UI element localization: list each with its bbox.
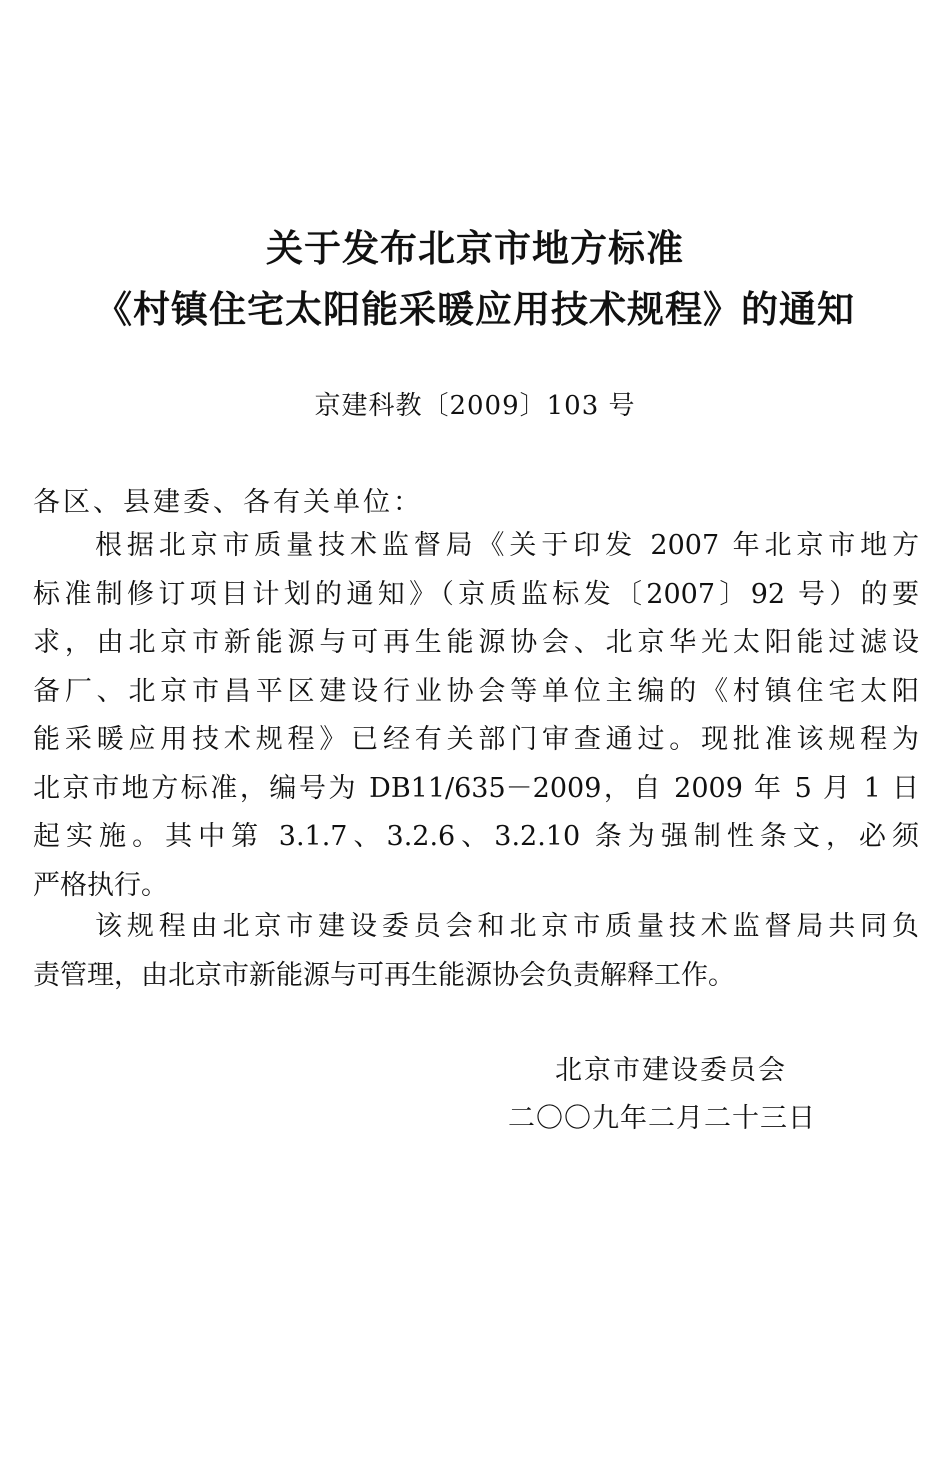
- paragraph-approval: [33, 522, 919, 910]
- document-number: 京建科教〔2009〕103 号: [314, 391, 636, 421]
- paragraph-line: 责管理，由北京市新能源与可再生能源协会负责解释工作。: [33, 959, 735, 991]
- paragraph-line: 备厂、北京市昌平区建设行业协会等单位主编的《村镇住宅太阳: [33, 675, 919, 707]
- salutation: 各区、县建委、各有关单位：: [33, 487, 423, 518]
- paragraph-line: 北京市地方标准，编号为 DB11/635－2009，自 2009 年 5 月 1 日: [33, 772, 919, 804]
- paragraph-line: 起实施。其中第 3.1.7、3.2.6、3.2.10 条为强制性条文，必须: [33, 821, 919, 852]
- issue-date: 二〇〇九年二月二十三日: [508, 1103, 816, 1134]
- paragraph-line: 根据北京市质量技术监督局《关于印发 2007 年北京市地方: [95, 530, 919, 561]
- paragraph-line: 该规程由北京市建设委员会和北京市质量技术监督局共同负: [95, 911, 919, 942]
- paragraph-line: 求，由北京市新能源与可再生能源协会、北京华光太阳能过滤设: [33, 627, 919, 658]
- paragraph-line: 标准制修订项目计划的通知》（京质监标发〔2007〕92 号）的要: [33, 578, 919, 610]
- paragraph-line: 能采暖应用技术规程》已经有关部门审查通过。现批准该规程为: [33, 724, 919, 755]
- paragraph-line: 严格执行。: [33, 869, 168, 901]
- notice-title-line-1: 关于发布北京市地方标准: [266, 227, 684, 270]
- issuer-signature: 北京市建设委员会: [555, 1055, 787, 1086]
- paragraph-management: [33, 903, 919, 1000]
- notice-title-line-2: 《村镇住宅太阳能采暖应用技术规程》的通知: [95, 288, 855, 331]
